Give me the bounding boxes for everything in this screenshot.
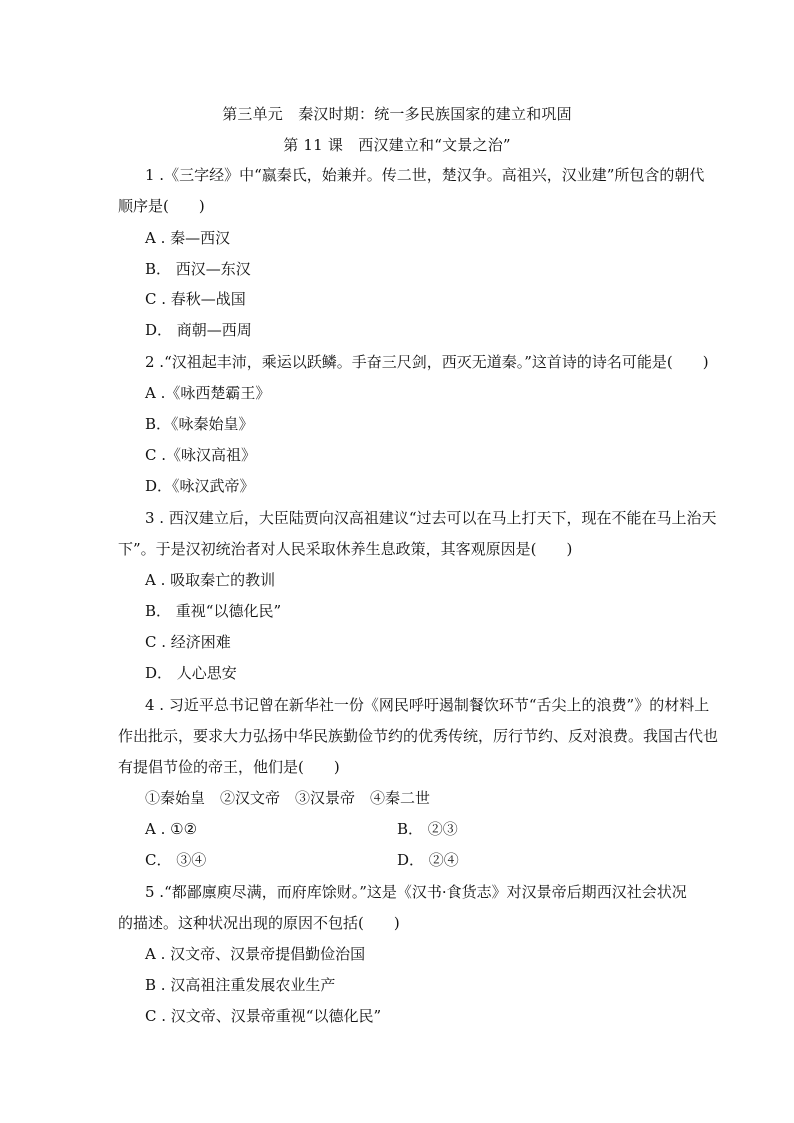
question-5-option-c: C . 汉文帝、汉景帝重视“以德化民” xyxy=(145,1007,382,1025)
question-4-option-a: A . ①② xyxy=(145,820,198,838)
question-4-line-1: 4 . 习近平总书记曾在新华社一份《网民呼吁遏制餐饮环节“舌尖上的浪费”》的材料上 xyxy=(145,696,710,714)
question-1-option-d: D． 商朝—西周 xyxy=(145,321,252,339)
question-1-line-1: 1 .《三字经》中“嬴秦氏，始兼并。传二世，楚汉争。高祖兴，汉业建”所包含的朝代 xyxy=(145,166,705,184)
question-2-option-c: C .《咏汉高祖》 xyxy=(145,446,257,464)
question-1-line-2: 顺序是( ) xyxy=(118,197,205,215)
lesson-title: 第 11 课 西汉建立和“文景之治” xyxy=(283,136,511,154)
question-3-line-1: 3 . 西汉建立后，大臣陆贾向汉高祖建议“过去可以在马上打天下，现在不能在马上治天 xyxy=(145,509,717,527)
question-4-line-3: 有提倡节俭的帝王，他们是( ) xyxy=(118,758,340,776)
question-5-line-2: 的描述。这种状况出现的原因不包括( ) xyxy=(118,914,400,932)
unit-title: 第三单元 秦汉时期：统一多民族国家的建立和巩固 xyxy=(222,105,572,123)
question-1-option-a: A . 秦—西汉 xyxy=(145,229,231,247)
question-4-option-d: D． ②④ xyxy=(397,851,459,869)
question-3-option-c: C . 经济困难 xyxy=(145,633,231,651)
question-3-line-2: 下”。于是汉初统治者对人民采取休养生息政策，其客观原因是( ) xyxy=(118,540,573,558)
question-2-option-b: B．《咏秦始皇》 xyxy=(145,415,254,433)
question-4-items: ①秦始皇 ②汉文帝 ③汉景帝 ④秦二世 xyxy=(145,789,431,807)
question-3-option-a: A . 吸取秦亡的教训 xyxy=(145,571,276,589)
question-4-option-c: C． ③④ xyxy=(145,851,207,869)
question-1-option-c: C . 春秋—战国 xyxy=(145,290,246,308)
question-5-option-b: B . 汉高祖注重发展农业生产 xyxy=(145,976,336,994)
question-2-option-d: D．《咏汉武帝》 xyxy=(145,477,255,495)
question-5-line-1: 5 .“都鄙廪庾尽满，而府库馀财。”这是《汉书·食货志》对汉景帝后期西汉社会状况 xyxy=(145,883,687,901)
question-2-option-a: A .《咏西楚霸王》 xyxy=(145,384,271,402)
question-5-option-a: A . 汉文帝、汉景帝提倡勤俭治国 xyxy=(145,945,366,963)
question-3-option-d: D． 人心思安 xyxy=(145,664,237,682)
question-2-line-1: 2 .“汉祖起丰沛，乘运以跃鳞。手奋三尺剑，西灭无道秦。”这首诗的诗名可能是( ) xyxy=(145,353,709,371)
question-4-option-b: B． ②③ xyxy=(397,820,458,838)
question-3-option-b: B． 重视“以德化民” xyxy=(145,602,282,620)
question-1-option-b: B． 西汉—东汉 xyxy=(145,260,251,278)
question-4-line-2: 作出批示，要求大力弘扬中华民族勤俭节约的优秀传统，厉行节约、反对浪费。我国古代也 xyxy=(118,727,719,745)
